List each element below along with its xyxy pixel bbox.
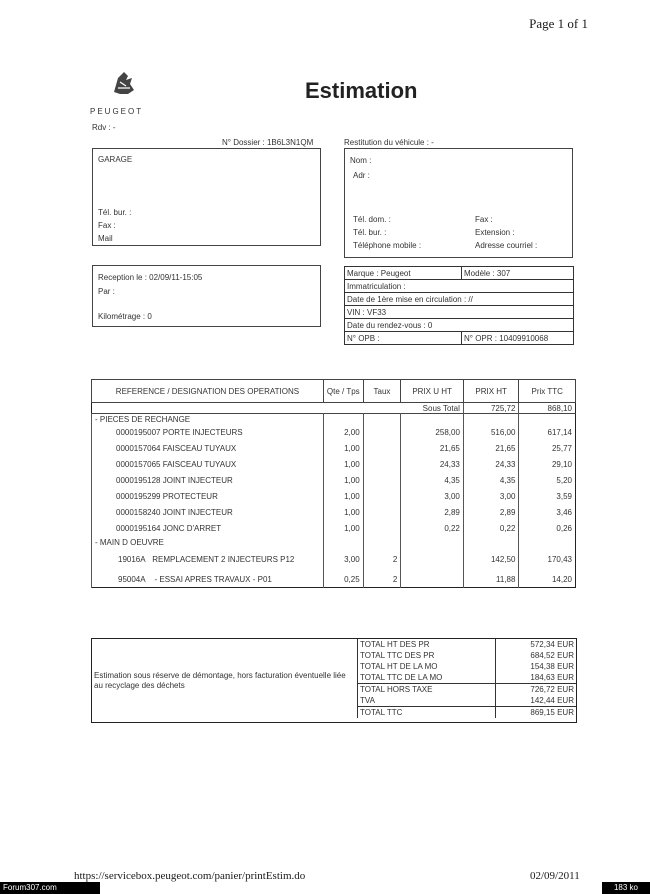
part-designation: JOINT INJECTEUR (162, 476, 233, 485)
part-ttc: 3,59 (556, 492, 572, 501)
part-ref: 0000158240 (116, 508, 161, 517)
dossier-number: N° Dossier : 1B6L3N1QM (222, 138, 314, 147)
client-courriel: Adresse courriel : (475, 241, 538, 250)
total-value: 869,15 EUR (530, 708, 574, 717)
vehicle-opr: N° OPR : 10409910068 (462, 332, 574, 345)
mo-pu (401, 548, 464, 572)
footer-date: 02/09/2011 (530, 870, 580, 882)
peugeot-logo (90, 68, 160, 116)
reception-par: Par : (98, 287, 115, 296)
part-designation: JOINT INJECTEUR (162, 508, 233, 517)
part-qte: 1,00 (323, 457, 363, 473)
part-qte: 1,00 (323, 521, 363, 537)
total-value: 142,44 EUR (530, 696, 574, 705)
total-label: TOTAL TTC (358, 707, 496, 719)
client-tel-mobile: Téléphone mobile : (353, 241, 422, 250)
page-number: Page 1 of 1 (529, 16, 588, 31)
client-adr: Adr : (353, 171, 370, 180)
part-pu: 258,00 (401, 425, 464, 441)
part-designation: FAISCEAU TUYAUX (162, 460, 237, 469)
part-designation: FAISCEAU TUYAUX (162, 444, 237, 453)
client-extension: Extension : (475, 228, 515, 237)
col-prix-ttc: Prix TTC (519, 380, 576, 403)
mo-section-label: - MAIN D OEUVRE (92, 537, 324, 548)
mo-pu (401, 572, 464, 588)
mo-qte: 3,00 (323, 548, 363, 572)
part-ref: 0000195299 (116, 492, 161, 501)
part-pu: 3,00 (401, 489, 464, 505)
part-pu: 2,89 (401, 505, 464, 521)
sous-total-ht: 725,72 (463, 403, 519, 414)
part-ref: 0000157064 (116, 444, 161, 453)
part-pu: 0,22 (401, 521, 464, 537)
footer-url: https://servicebox.peugeot.com/panier/printEstim.do (74, 870, 306, 882)
mo-ht: 11,88 (463, 572, 519, 588)
part-qte: 2,00 (323, 425, 363, 441)
mo-ref: 95004A (118, 574, 146, 584)
part-ht: 3,00 (463, 489, 519, 505)
reception-km: Kilométrage : 0 (98, 312, 152, 321)
part-pu: 21,65 (401, 441, 464, 457)
table-row (92, 441, 576, 457)
operations-table (91, 379, 576, 588)
part-ttc: 5,20 (556, 476, 572, 485)
part-ref: 0000157065 (116, 460, 161, 469)
part-ht: 4,35 (463, 473, 519, 489)
client-tel-dom: Tél. dom. : (353, 215, 391, 224)
total-label: TOTAL HT DE LA MO (358, 661, 496, 672)
part-ht: 2,89 (463, 505, 519, 521)
part-ttc: 3,46 (556, 508, 572, 517)
col-prix-u-ht: PRIX U HT (401, 380, 464, 403)
part-ttc: 29,10 (551, 460, 572, 469)
total-label: TOTAL TTC DE LA MO (358, 672, 496, 684)
section-row (92, 537, 576, 548)
part-ttc: 0,26 (556, 524, 572, 533)
part-designation: PROTECTEUR (162, 492, 218, 501)
sous-total-row (92, 403, 576, 414)
table-row (92, 548, 576, 572)
part-designation: JONC D'ARRET (162, 524, 222, 533)
vehicle-modele: Modèle : 307 (462, 267, 574, 280)
part-qte: 1,00 (323, 441, 363, 457)
vehicle-date-rdv: Date du rendez-vous : 0 (345, 319, 574, 332)
totals-block (91, 638, 577, 723)
mo-ttc: 14,20 (551, 574, 572, 584)
vehicle-vin: VIN : VF33 (345, 306, 574, 319)
table-row (92, 425, 576, 441)
vehicle-table (344, 266, 574, 345)
client-box (344, 148, 573, 258)
mo-taux: 2 (363, 572, 401, 588)
part-ref: 0000195007 (116, 428, 161, 437)
col-prix-ht: PRIX HT (463, 380, 519, 403)
vehicle-opb: N° OPB : (345, 332, 462, 345)
part-ref: 0000195164 (116, 524, 161, 533)
vehicle-marque: Marque : Peugeot (345, 267, 462, 280)
pieces-section-label: - PIECES DE RECHANGE (92, 414, 324, 425)
table-row (92, 505, 576, 521)
mo-qte: 0,25 (323, 572, 363, 588)
section-row (92, 414, 576, 425)
part-pu: 24,33 (401, 457, 464, 473)
part-ht: 516,00 (463, 425, 519, 441)
watermark-left: Forum307.com (0, 882, 100, 894)
garage-name: GARAGE (98, 155, 133, 164)
total-label: TOTAL TTC DES PR (358, 650, 496, 661)
total-value: 184,63 EUR (530, 673, 574, 682)
part-ttc: 25,77 (551, 444, 572, 453)
client-fax: Fax : (475, 215, 493, 224)
watermark-right: 183 ko (602, 882, 650, 894)
sous-total-label: Sous Total (92, 403, 464, 414)
part-qte: 1,00 (323, 473, 363, 489)
col-designation: REFERENCE / DESIGNATION DES OPERATIONS (92, 380, 324, 403)
total-value: 154,38 EUR (530, 662, 574, 671)
mo-designation: - ESSAI APRES TRAVAUX - P01 (154, 574, 272, 584)
part-pu: 4,35 (401, 473, 464, 489)
garage-tel: Tél. bur. : (98, 208, 132, 217)
total-value: 684,52 EUR (530, 651, 574, 660)
brand-name: PEUGEOT (90, 107, 144, 116)
vehicle-immat: Immatriculation : (345, 280, 574, 293)
totals-table (357, 639, 576, 718)
part-ht: 21,65 (463, 441, 519, 457)
estimation-notice: Estimation sous réserve de démontage, hors facturation éventuelle liée au recyclage des déchets (94, 671, 346, 690)
col-qte: Qte / Tps (323, 380, 363, 403)
table-row (92, 521, 576, 537)
part-qte: 1,00 (323, 489, 363, 505)
part-ht: 0,22 (463, 521, 519, 537)
total-value: 726,72 EUR (530, 685, 574, 694)
client-tel-bur: Tél. bur. : (353, 228, 387, 237)
mo-ttc: 170,43 (547, 555, 572, 564)
part-ttc: 617,14 (547, 428, 572, 437)
part-qte: 1,00 (323, 505, 363, 521)
restitution-label: Restitution du véhicule : - (344, 138, 434, 147)
total-value: 572,34 EUR (530, 640, 574, 649)
rdv-label: Rdv : - (92, 123, 116, 132)
page-title: Estimation (305, 78, 418, 103)
part-ref: 0000195128 (116, 476, 161, 485)
table-row (92, 572, 576, 588)
table-row (92, 473, 576, 489)
part-designation: PORTE INJECTEURS (162, 428, 243, 437)
garage-mail: Mail (98, 234, 113, 243)
mo-ref: 19016A (118, 555, 146, 564)
vehicle-date-mec: Date de 1ère mise en circulation : // (345, 293, 574, 306)
sous-total-ttc: 868,10 (547, 403, 572, 413)
col-taux: Taux (363, 380, 401, 403)
total-label: TOTAL HT DES PR (358, 639, 496, 650)
garage-fax: Fax : (98, 221, 116, 230)
garage-box (92, 148, 321, 246)
total-label: TVA (358, 695, 496, 707)
client-nom: Nom : (350, 156, 372, 165)
table-row (92, 457, 576, 473)
reception-date: Reception le : 02/09/11-15:05 (98, 273, 203, 282)
table-row (92, 489, 576, 505)
mo-ht: 142,50 (463, 548, 519, 572)
part-ht: 24,33 (463, 457, 519, 473)
mo-taux: 2 (363, 548, 401, 572)
reception-box (92, 265, 321, 327)
mo-designation: REMPLACEMENT 2 INJECTEURS P12 (152, 555, 295, 564)
total-label: TOTAL HORS TAXE (358, 684, 496, 696)
